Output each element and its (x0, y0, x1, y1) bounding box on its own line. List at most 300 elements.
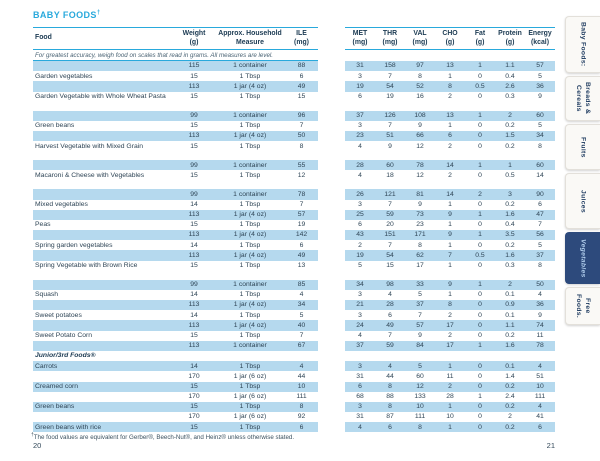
food-cell (33, 320, 173, 330)
table-row (33, 371, 555, 381)
cho-cell: 7 (448, 251, 452, 259)
energy-cell: 5 (538, 72, 542, 80)
weight-cell: 99 (190, 190, 198, 198)
page-gutter (318, 92, 345, 111)
thr-cell: 8 (388, 403, 392, 411)
cho-cell: 2 (448, 171, 452, 179)
fat-cell: 0 (478, 423, 482, 431)
energy-cell: 14 (536, 171, 544, 179)
met-cell: 37 (356, 111, 364, 119)
val-cell: 33 (416, 281, 424, 289)
page-gutter (318, 361, 345, 371)
food-cell (33, 371, 173, 381)
ile-cell: 49 (297, 82, 306, 90)
val-cell: 8 (418, 241, 422, 249)
table-row (33, 160, 555, 170)
fat-cell: 0 (478, 72, 482, 80)
ile-cell: 6 (299, 241, 304, 249)
protein-cell: 0.4 (505, 221, 515, 229)
table-row (33, 81, 555, 91)
page-gutter (318, 422, 345, 432)
ile-cell: 78 (297, 190, 306, 198)
page-gutter (318, 290, 345, 300)
measure-cell: 1 jar (6 oz) (233, 413, 267, 421)
page-gutter (318, 261, 345, 280)
table-row (33, 61, 555, 71)
protein-cell: 1.4 (505, 372, 515, 380)
energy-cell: 6 (538, 200, 542, 208)
met-cell: 31 (356, 62, 364, 70)
page-gutter (318, 250, 345, 260)
page-gutter (318, 351, 345, 361)
measure-cell: 1 jar (4 oz) (233, 211, 267, 219)
food-cell (33, 230, 173, 240)
fat-cell: 1 (478, 393, 482, 401)
met-cell: 3 (358, 72, 362, 80)
footnote-text: The food values are equivalent for Gerber®, Beech-Nut®, and Heinz® unless otherwise stated. (33, 434, 295, 442)
protein-cell: 3 (508, 190, 512, 198)
val-cell: 23 (416, 221, 424, 229)
weight-cell: 14 (190, 362, 198, 370)
cho-cell: 14 (446, 161, 454, 169)
sidebar-tab-label: Juices (579, 189, 587, 213)
measure-cell: 1 Tbsp (239, 221, 261, 229)
food-cell (33, 280, 173, 290)
fat-cell: 1 (478, 62, 482, 70)
met-cell: 34 (356, 281, 364, 289)
met-cell: 31 (356, 413, 364, 421)
cho-cell: 17 (446, 342, 454, 350)
header-line: (mg) (352, 38, 368, 46)
energy-cell: 8 (538, 142, 542, 150)
cho-cell: 9 (448, 211, 452, 219)
val-cell: 108 (414, 111, 426, 119)
met-cell: 4 (358, 331, 362, 339)
table-row (33, 300, 555, 310)
header-line: (g) (475, 38, 485, 46)
weight-cell: 15 (190, 331, 198, 339)
table-row (33, 261, 555, 280)
ile-cell: 67 (297, 342, 306, 350)
ile-cell: 49 (297, 251, 306, 259)
ile-cell: 13 (297, 262, 306, 270)
column-header (375, 28, 405, 49)
ile-cell: 4 (299, 362, 304, 370)
thr-cell: 8 (388, 382, 392, 390)
fat-cell: 0 (478, 331, 482, 339)
page-gutter (318, 160, 345, 170)
protein-cell: 1.6 (505, 342, 515, 350)
ile-cell: 85 (297, 281, 306, 289)
energy-cell: 60 (536, 111, 544, 119)
energy-cell: 78 (536, 342, 544, 350)
thr-cell: 7 (388, 331, 392, 339)
table-row (33, 220, 555, 230)
cho-cell: 14 (446, 190, 454, 198)
sidebar-tab-label: Free Foods. (575, 293, 591, 319)
page-gutter (318, 121, 345, 131)
energy-cell: 5 (538, 241, 542, 249)
ile-cell: 5 (299, 311, 304, 319)
energy-cell: 51 (536, 372, 544, 380)
sidebar-tab-juices (565, 173, 600, 229)
energy-cell: 5 (538, 122, 542, 130)
page-gutter (318, 210, 345, 220)
energy-cell: 60 (536, 161, 544, 169)
header-line: (mg) (294, 38, 309, 46)
sidebar-tab-fruits (565, 124, 600, 170)
page-title-text: BABY FOODS (33, 10, 97, 20)
met-cell: 26 (356, 190, 364, 198)
protein-cell: 0.3 (505, 262, 515, 270)
thr-cell: 44 (386, 372, 394, 380)
cho-cell: 1 (448, 291, 452, 299)
val-cell: 171 (414, 231, 426, 239)
header-line: Protein (498, 30, 522, 38)
protein-cell: 0.1 (505, 291, 515, 299)
food-cell (33, 412, 173, 422)
ile-cell: 7 (299, 200, 304, 208)
header-line: CHO (442, 30, 458, 38)
val-cell: 9 (418, 200, 422, 208)
header-line: Approx. Household (218, 30, 282, 38)
protein-cell: 1.5 (505, 132, 515, 140)
table-section-row (33, 351, 555, 361)
table-row (33, 170, 555, 189)
measure-cell: 1 jar (4 oz) (233, 251, 267, 259)
food-cell (33, 392, 173, 402)
val-cell: 7 (418, 311, 422, 319)
met-cell: 4 (358, 423, 362, 431)
cho-cell: 28 (446, 393, 454, 401)
val-cell: 8 (418, 423, 422, 431)
energy-cell: 50 (536, 281, 544, 289)
met-cell: 5 (358, 262, 362, 270)
weight-cell: 15 (190, 92, 198, 100)
food-cell (33, 210, 173, 220)
accuracy-note: For greatest accuracy, weigh food on scales that read in grams. All measures are level. (35, 51, 273, 59)
thr-cell: 88 (386, 393, 394, 401)
energy-cell: 74 (536, 321, 544, 329)
energy-cell: 41 (536, 413, 544, 421)
fat-cell: 0 (478, 92, 482, 100)
weight-cell: 15 (190, 403, 198, 411)
ile-cell: 88 (297, 62, 306, 70)
page-gutter (318, 412, 345, 422)
table-row (33, 422, 555, 432)
weight-cell: 14 (190, 291, 198, 299)
cho-cell: 1 (448, 221, 452, 229)
measure-cell: 1 jar (4 oz) (233, 132, 267, 140)
val-cell: 81 (416, 190, 424, 198)
weight-cell: 99 (190, 281, 198, 289)
weight-cell: 170 (188, 393, 200, 401)
measure-cell: 1 Tbsp (239, 122, 261, 130)
protein-cell: 2 (508, 413, 512, 421)
weight-cell: 15 (190, 423, 198, 431)
cho-cell: 9 (448, 231, 452, 239)
weight-cell: 15 (190, 142, 198, 150)
cho-cell: 2 (448, 92, 452, 100)
met-cell: 25 (356, 211, 364, 219)
protein-cell: 1 (508, 161, 512, 169)
page-gutter (318, 81, 345, 91)
food-cell (33, 61, 173, 71)
page-gutter (318, 170, 345, 189)
cho-cell: 8 (448, 82, 452, 90)
thr-cell: 6 (388, 423, 392, 431)
energy-cell: 10 (536, 382, 544, 390)
protein-cell: 3.5 (505, 231, 515, 239)
food-cell (33, 131, 173, 141)
header-line: (kcal) (530, 38, 549, 46)
fat-cell: 1 (478, 342, 482, 350)
cho-cell: 1 (448, 262, 452, 270)
food-cell: Peas (35, 221, 51, 229)
energy-cell: 11 (536, 331, 544, 339)
met-cell: 19 (356, 251, 364, 259)
weight-cell: 15 (190, 382, 198, 390)
food-cell: Harvest Vegetable with Mixed Grain (35, 142, 144, 150)
val-cell: 16 (416, 92, 424, 100)
food-cell: Macaroni & Cheese with Vegetables (35, 171, 145, 179)
table-header-row (33, 27, 555, 50)
fat-cell: 1 (478, 281, 482, 289)
cho-cell: 1 (448, 241, 452, 249)
header-line: (g) (445, 38, 455, 46)
sidebar-tab-label: Vegetables (579, 238, 587, 278)
energy-cell: 9 (538, 92, 542, 100)
thr-cell: 7 (388, 241, 392, 249)
measure-cell: 1 Tbsp (239, 311, 261, 319)
met-cell: 28 (356, 161, 364, 169)
page-gutter (318, 300, 345, 310)
protein-cell: 2.6 (505, 82, 515, 90)
header-line: VAL (413, 30, 427, 38)
measure-cell: 1 Tbsp (239, 171, 261, 179)
sidebar-tab-label: Fruits (579, 136, 587, 158)
weight-cell: 113 (188, 211, 200, 219)
header-line: (g) (505, 38, 515, 46)
thr-cell: 49 (386, 321, 394, 329)
energy-cell: 36 (536, 301, 544, 309)
cho-cell: 9 (448, 281, 452, 289)
thr-cell: 59 (386, 342, 394, 350)
ile-cell: 15 (297, 92, 306, 100)
weight-cell: 170 (188, 372, 200, 380)
header-line: Fat (474, 30, 486, 38)
header-line: MET (352, 30, 368, 38)
ile-cell: 7 (299, 331, 304, 339)
val-cell: 111 (414, 413, 426, 421)
page-gutter (318, 240, 345, 250)
met-cell: 23 (356, 132, 364, 140)
ile-cell: 8 (299, 142, 304, 150)
food-cell: Carrots (35, 362, 58, 370)
protein-cell: 0.9 (505, 301, 515, 309)
food-cell: Spring garden vegetables (35, 241, 113, 249)
measure-cell: 1 Tbsp (239, 92, 261, 100)
energy-cell: 7 (538, 221, 542, 229)
thr-cell: 126 (384, 111, 396, 119)
weight-cell: 14 (190, 311, 198, 319)
page-gutter (318, 331, 345, 341)
table-row (33, 392, 555, 402)
food-cell (33, 189, 173, 199)
fat-cell: 0 (478, 142, 482, 150)
fat-cell: 0.5 (475, 251, 485, 259)
column-header (465, 28, 495, 49)
measure-cell: 1 Tbsp (239, 291, 261, 299)
table-row (33, 210, 555, 220)
table-row (33, 341, 555, 351)
right-page-spacer (345, 50, 555, 61)
header-line: Measure (236, 38, 264, 46)
val-cell: 78 (416, 161, 424, 169)
met-cell: 3 (358, 311, 362, 319)
food-cell: Sweet potatoes (35, 311, 82, 319)
food-cell (33, 81, 173, 91)
weight-cell: 113 (188, 82, 200, 90)
thr-cell: 9 (388, 142, 392, 150)
met-cell: 3 (358, 200, 362, 208)
table-row (33, 250, 555, 260)
page-gutter (318, 280, 345, 290)
page-gutter (318, 341, 345, 351)
cho-cell: 2 (448, 311, 452, 319)
ile-cell: 40 (297, 321, 306, 329)
fat-cell: 0 (478, 403, 482, 411)
column-header (33, 28, 173, 49)
measure-cell: 1 jar (4 oz) (233, 82, 267, 90)
weight-cell: 99 (190, 111, 198, 119)
val-cell: 57 (416, 321, 424, 329)
measure-cell: 1 Tbsp (239, 241, 261, 249)
fat-cell: 0 (478, 382, 482, 390)
ile-cell: 8 (299, 403, 304, 411)
protein-cell: 0.1 (505, 311, 515, 319)
food-cell: Sweet Potato Corn (35, 331, 93, 339)
food-cell (33, 250, 173, 260)
protein-cell: 1.1 (505, 62, 515, 70)
measure-cell: 1 jar (6 oz) (233, 372, 267, 380)
weight-cell: 15 (190, 72, 198, 80)
ile-cell: 111 (296, 393, 307, 401)
page-gutter (318, 27, 345, 50)
weight-cell: 113 (188, 132, 200, 140)
sidebar-tab-label: Baby Foods: (579, 22, 587, 67)
fat-cell: 0 (478, 241, 482, 249)
val-cell: 37 (416, 301, 424, 309)
energy-cell: 8 (538, 262, 542, 270)
ile-cell: 50 (297, 132, 306, 140)
val-cell: 66 (416, 132, 424, 140)
page-number-left: 20 (33, 441, 42, 450)
met-cell: 6 (358, 92, 362, 100)
food-cell: Green beans with rice (35, 423, 102, 431)
val-cell: 10 (416, 403, 424, 411)
measure-cell: 1 container (233, 281, 267, 289)
energy-cell: 4 (538, 403, 542, 411)
cho-cell: 6 (448, 132, 452, 140)
thr-cell: 51 (386, 132, 394, 140)
met-cell: 6 (358, 221, 362, 229)
cho-cell: 13 (446, 111, 454, 119)
sidebar-tab-breads-cereals (565, 76, 600, 121)
fat-cell: 0 (478, 321, 482, 329)
header-line: (mg) (412, 38, 428, 46)
ile-cell: 7 (299, 122, 304, 130)
column-header (525, 28, 555, 49)
page-gutter (318, 220, 345, 230)
thr-cell: 20 (386, 221, 394, 229)
thr-cell: 59 (386, 211, 394, 219)
column-header (285, 28, 318, 49)
left-page-header (33, 27, 318, 50)
met-cell: 4 (358, 171, 362, 179)
met-cell: 2 (358, 241, 362, 249)
val-cell: 52 (416, 82, 424, 90)
thr-cell: 6 (388, 311, 392, 319)
cho-cell: 1 (448, 200, 452, 208)
thr-cell: 4 (388, 291, 392, 299)
energy-cell: 4 (538, 291, 542, 299)
cho-cell: 2 (448, 142, 452, 150)
met-cell: 37 (356, 342, 364, 350)
val-cell: 97 (416, 62, 424, 70)
food-cell: Spring Vegetable with Brown Rice (35, 262, 138, 270)
page-gutter (318, 230, 345, 240)
sidebar-tab-vegetables (565, 232, 600, 284)
weight-cell: 113 (188, 342, 200, 350)
met-cell: 43 (356, 231, 364, 239)
ile-cell: 34 (297, 301, 306, 309)
fat-cell: 0 (478, 200, 482, 208)
food-cell: Creamed corn (35, 382, 79, 390)
ile-cell: 4 (299, 291, 304, 299)
table-row (33, 412, 555, 422)
fat-cell: 1 (478, 111, 482, 119)
table-row (33, 320, 555, 330)
thr-cell: 54 (386, 251, 394, 259)
header-line: (mg) (382, 38, 398, 46)
ile-cell: 55 (297, 161, 306, 169)
met-cell: 3 (358, 362, 362, 370)
page-gutter (318, 111, 345, 121)
weight-cell: 15 (190, 171, 198, 179)
fat-cell: 1 (478, 231, 482, 239)
val-cell: 12 (416, 142, 424, 150)
weight-cell: 113 (188, 251, 200, 259)
thr-cell: 7 (388, 72, 392, 80)
thr-cell: 19 (386, 92, 394, 100)
column-header (435, 28, 465, 49)
table-row (33, 92, 555, 111)
met-cell: 31 (356, 372, 364, 380)
table-row (33, 71, 555, 81)
table-row (33, 310, 555, 320)
protein-cell: 0.4 (505, 72, 515, 80)
ile-cell: 6 (299, 72, 304, 80)
val-cell: 9 (418, 122, 422, 130)
page-title-footnote-mark: † (96, 10, 101, 16)
accuracy-note-row (33, 50, 555, 61)
food-cell: Squash (35, 291, 59, 299)
food-cell: Green beans (35, 403, 75, 411)
table-row (33, 230, 555, 240)
fat-cell: 1 (478, 211, 482, 219)
met-cell: 4 (358, 142, 362, 150)
